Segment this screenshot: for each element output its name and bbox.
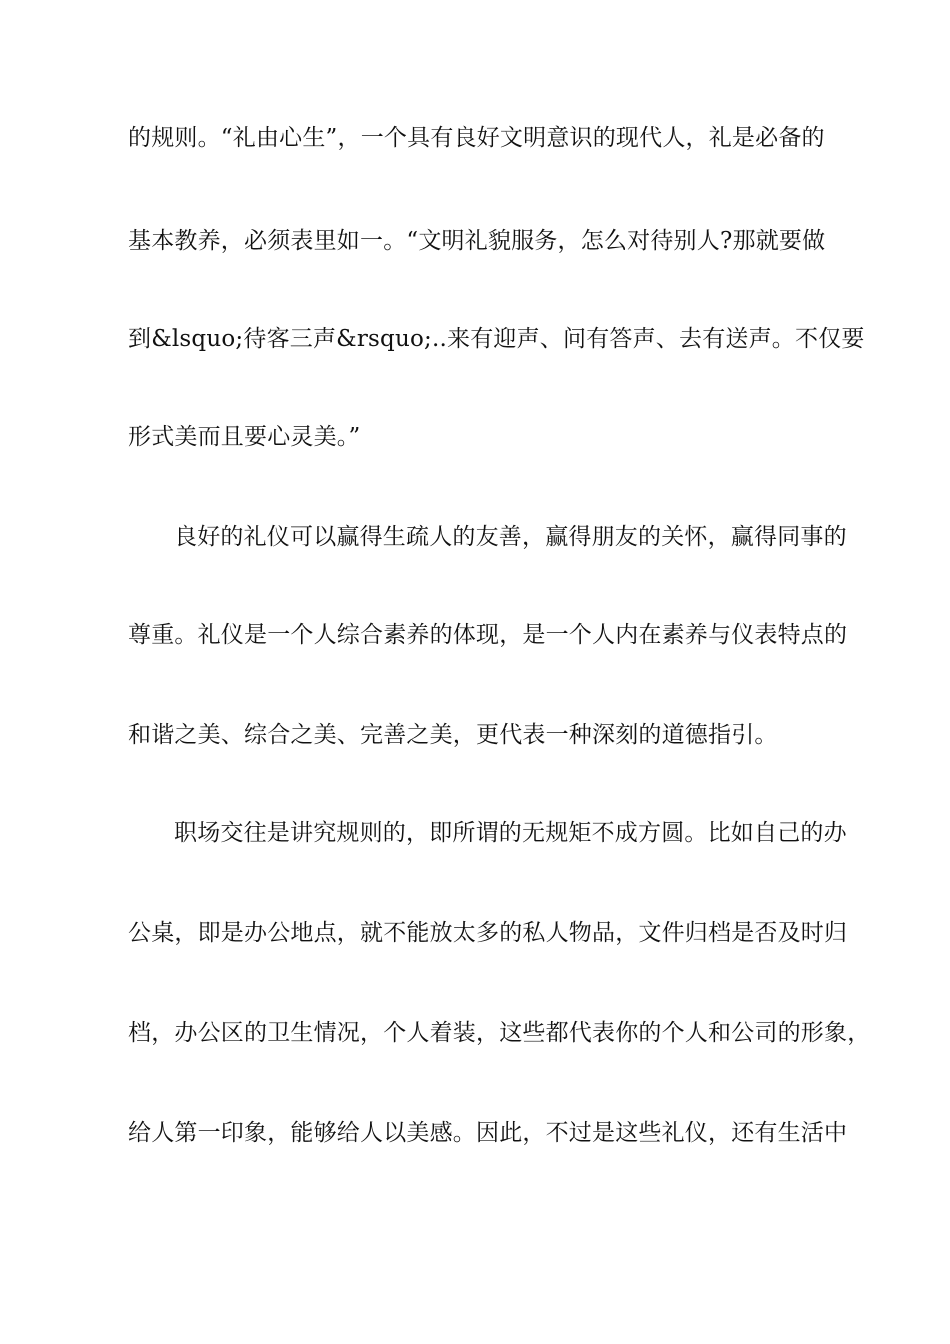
text-line: 给人第一印象，能够给人以美感。因此，不过是这些礼仪，还有生活中 <box>128 1120 848 1146</box>
paragraph-start-line: 职场交往是讲究规则的，即所谓的无规矩不成方圆。比如自己的办 <box>174 820 847 846</box>
text-line: 到&lsquo;待客三声&rsquo;..来有迎声、问有答声、去有送声。不仅要 <box>128 326 865 352</box>
text-line: 基本教养，必须表里如一。“文明礼貌服务，怎么对待别人?那就要做 <box>128 228 826 254</box>
text-line: 公桌，即是办公地点，就不能放太多的私人物品，文件归档是否及时归 <box>128 920 848 946</box>
paragraph-start-line: 良好的礼仪可以赢得生疏人的友善，赢得朋友的关怀，赢得同事的 <box>174 524 847 550</box>
text-line: 尊重。礼仪是一个人综合素养的体现，是一个人内在素养与仪表特点的 <box>128 622 848 648</box>
text-line: 档，办公区的卫生情况，个人着装，这些都代表你的个人和公司的形象， <box>128 1020 871 1046</box>
text-line: 形式美而且要心灵美。” <box>128 424 361 450</box>
text-line: 和谐之美、综合之美、完善之美，更代表一种深刻的道德指引。 <box>128 722 778 748</box>
text-line: 的规则。“礼由心生”，一个具有良好文明意识的现代人，礼是必备的 <box>128 125 825 151</box>
